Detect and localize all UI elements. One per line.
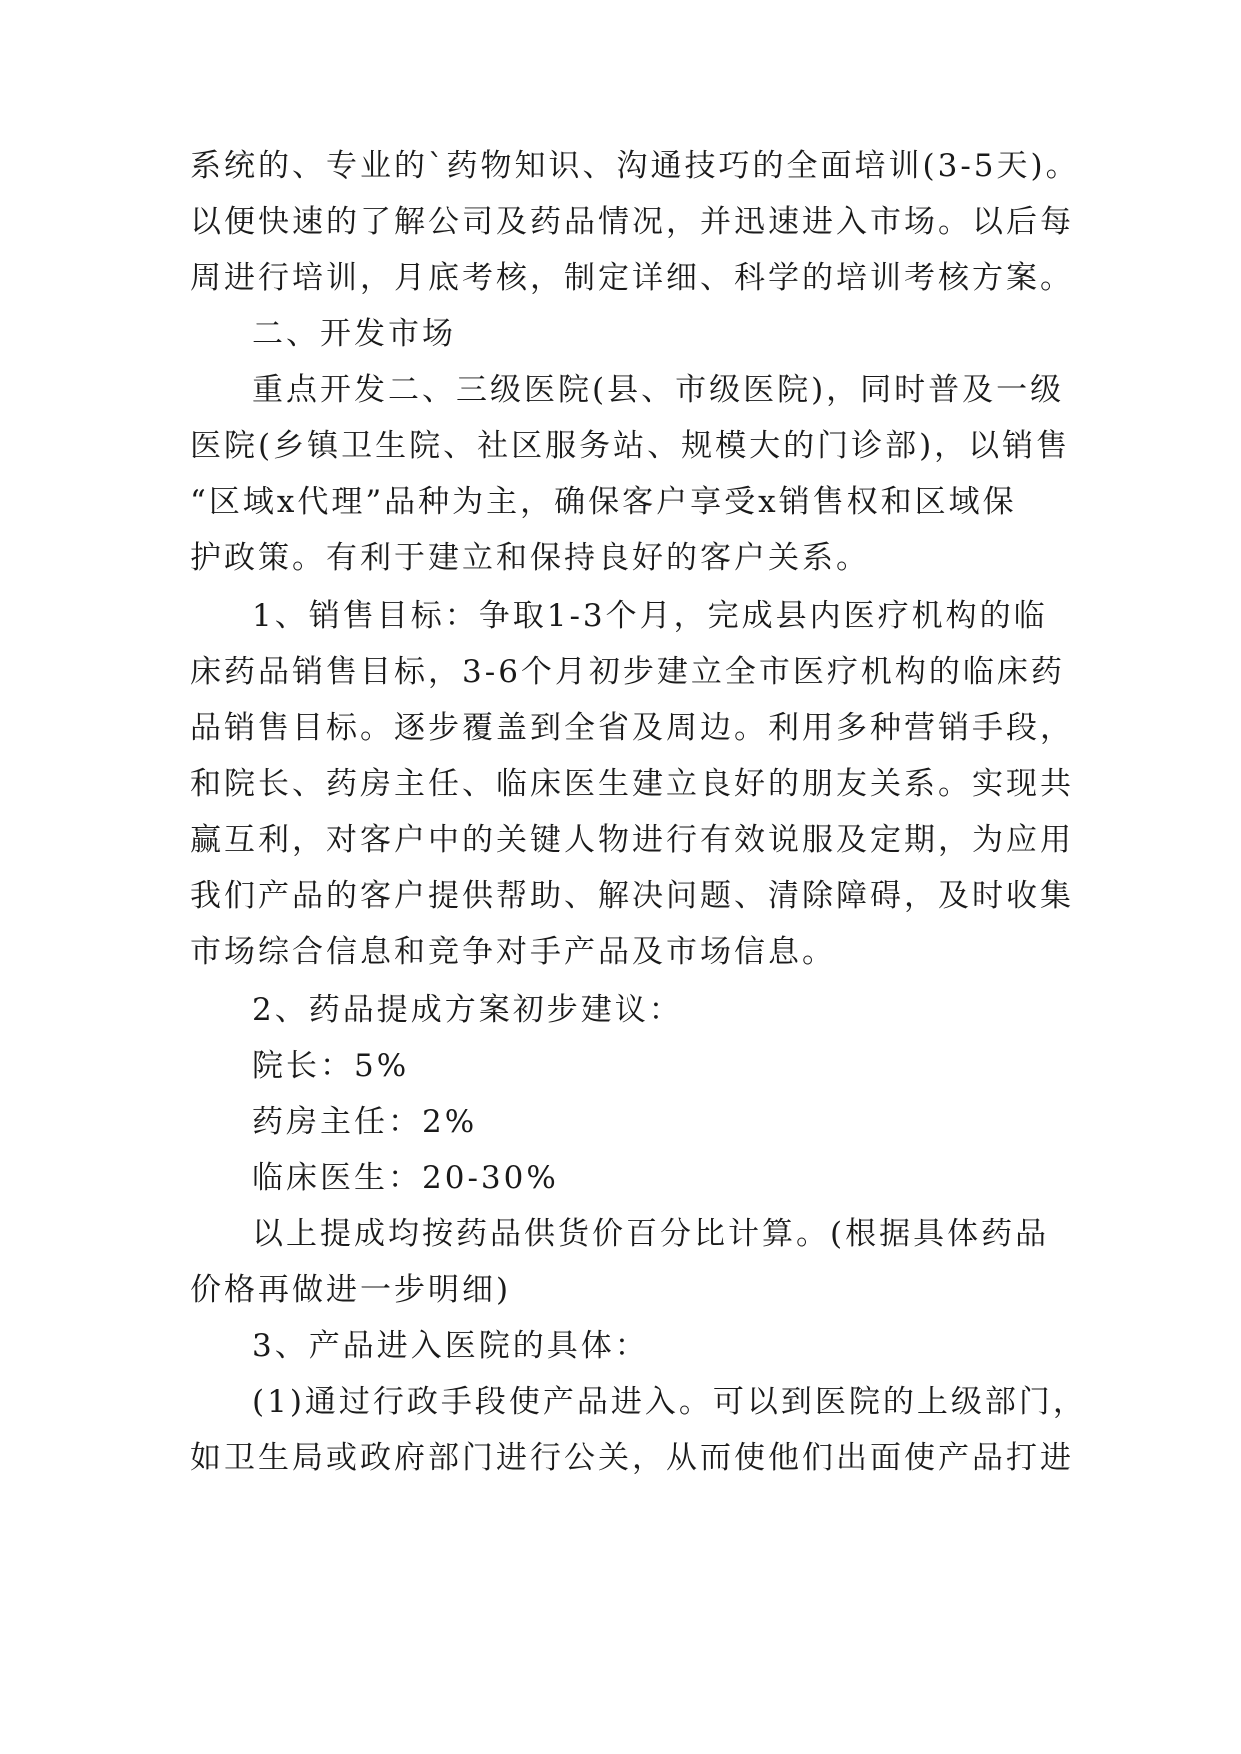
text-line: 我们产品的客户提供帮助、解决问题、清除障碍，及时收集 <box>190 878 1074 914</box>
text-line: (1)通过行政手段使产品进入。可以到医院的上级部门， <box>252 1384 1087 1420</box>
text-line: 护政策。有利于建立和保持良好的客户关系。 <box>190 540 870 576</box>
text-line: 市场综合信息和竞争对手产品及市场信息。 <box>190 934 836 970</box>
text-line: 赢互利，对客户中的关键人物进行有效说服及定期，为应用 <box>190 822 1074 858</box>
text-line: 价格再做进一步明细) <box>190 1272 512 1308</box>
section-heading: 二、开发市场 <box>252 316 456 352</box>
text-line: 周进行培训，月底考核，制定详细、科学的培训考核方案。 <box>190 260 1074 296</box>
text-line: 以上提成均按药品供货价百分比计算。(根据具体药品 <box>252 1216 1050 1252</box>
text-line: 床药品销售目标，3-6个月初步建立全市医疗机构的临床药 <box>190 654 1065 690</box>
text-line: 和院长、药房主任、临床医生建立良好的朋友关系。实现共 <box>190 766 1074 802</box>
text-line: 1、销售目标：争取1-3个月，完成县内医疗机构的临 <box>252 598 1048 634</box>
text-line: 品销售目标。逐步覆盖到全省及周边。利用多种营销手段， <box>190 710 1074 746</box>
text-line: 医院(乡镇卫生院、社区服务站、规模大的门诊部)，以销售 <box>190 428 1071 464</box>
text-line: 以便快速的了解公司及药品情况，并迅速进入市场。以后每 <box>190 204 1074 240</box>
text-line: 重点开发二、三级医院(县、市级医院)，同时普及一级 <box>252 372 1065 408</box>
text-line: 3、产品进入医院的具体： <box>252 1328 649 1364</box>
text-line: “区域x代理”品种为主，确保客户享受x销售权和区域保 <box>190 484 1017 520</box>
commission-item: 院长：5% <box>252 1048 410 1084</box>
commission-item: 临床医生：20-30% <box>252 1160 559 1196</box>
commission-item: 药房主任：2% <box>252 1104 478 1140</box>
text-line: 系统的、专业的`药物知识、沟通技巧的全面培训(3-5天)。 <box>190 148 1080 184</box>
text-line: 如卫生局或政府部门进行公关，从而使他们出面使产品打进 <box>190 1440 1074 1476</box>
text-line: 2、药品提成方案初步建议： <box>252 992 683 1028</box>
